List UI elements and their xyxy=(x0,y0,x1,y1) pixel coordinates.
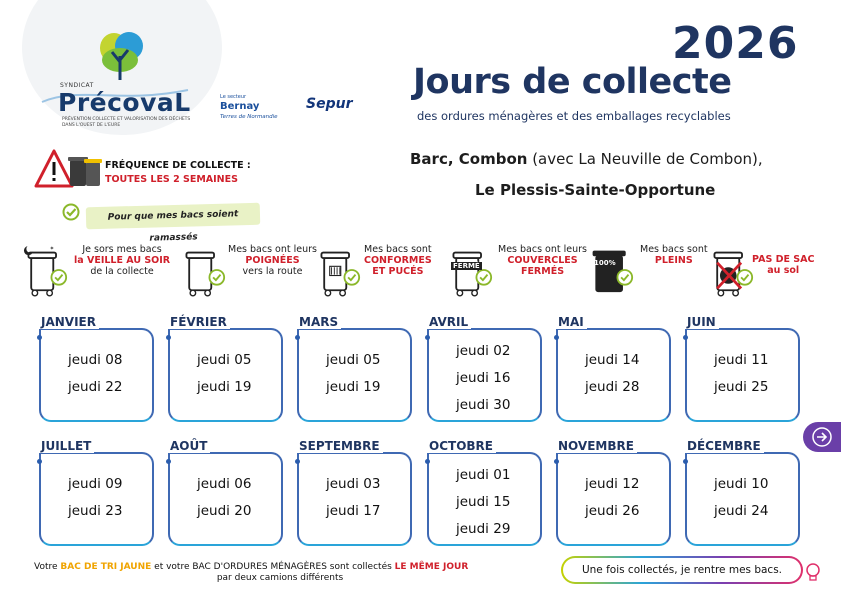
page-subtitle: des ordures ménagères et des emballages recyclables xyxy=(417,109,731,123)
frequency-value: TOUTES LES 2 SEMAINES xyxy=(105,174,238,185)
month-card-dot xyxy=(425,459,430,464)
tip-text xyxy=(364,244,432,277)
footer-text-a: Votre xyxy=(34,562,61,572)
footer-yellow-bin: BAC DE TRI JAUNE xyxy=(60,562,152,572)
closed-tag: FERMÉ xyxy=(453,262,480,270)
page-title: Jours de collecte xyxy=(413,62,732,102)
month-name: SEPTEMBRE xyxy=(296,439,383,453)
tip-text xyxy=(752,254,814,276)
month-card-dot xyxy=(683,459,688,464)
tip-line-1: Mes bacs ont leurs xyxy=(498,244,587,255)
tip-line-3: FERMÉS xyxy=(520,266,565,277)
collection-date: jeudi 14 xyxy=(585,352,640,368)
footer-line-2: par deux camions différents xyxy=(216,573,344,583)
tip-text xyxy=(228,244,317,277)
partner-bernay-name: Bernay xyxy=(220,101,260,112)
tip-text xyxy=(74,244,170,277)
month-name: OCTOBRE xyxy=(426,439,496,453)
collection-date: jeudi 22 xyxy=(68,379,123,395)
month-card-dot xyxy=(166,335,171,340)
collection-date: jeudi 29 xyxy=(456,521,511,537)
tip-text xyxy=(640,244,708,266)
tip-line-2: POIGNÉES xyxy=(245,255,300,266)
month-card xyxy=(297,328,412,422)
tip-line-2: CONFORMES xyxy=(364,255,432,266)
month-name: AVRIL xyxy=(426,315,471,329)
bin-full-icon xyxy=(588,242,634,298)
collection-date: jeudi 03 xyxy=(326,476,381,492)
month-card-dot xyxy=(683,335,688,340)
tree-logo-icon xyxy=(98,30,146,82)
month-card-dot xyxy=(37,459,42,464)
collection-date: jeudi 25 xyxy=(714,379,769,395)
footer-line-1 xyxy=(34,562,468,572)
partner-bernay-small: Le secteur xyxy=(220,94,247,100)
commune-line-2: Le Plessis-Sainte-Opportune xyxy=(475,181,716,199)
tip-line-1: Je sors mes bacs xyxy=(82,244,162,255)
month-card xyxy=(556,328,671,422)
month-name: JUILLET xyxy=(38,439,94,453)
month-card-dot xyxy=(166,459,171,464)
full-percent-tag: 100% xyxy=(594,259,616,267)
month-card-dot xyxy=(295,459,300,464)
month-card-dot xyxy=(554,459,559,464)
month-card-dot xyxy=(554,335,559,340)
tip-text xyxy=(498,244,587,277)
month-name: JANVIER xyxy=(38,315,99,329)
collection-date: jeudi 06 xyxy=(197,476,252,492)
no-bag-icon xyxy=(708,242,754,298)
collection-date: jeudi 19 xyxy=(197,379,252,395)
next-page-button[interactable] xyxy=(803,422,841,452)
collection-date: jeudi 12 xyxy=(585,476,640,492)
tip-line-1: Mes bacs sont xyxy=(640,244,708,255)
collection-date: jeudi 01 xyxy=(456,467,511,483)
month-card xyxy=(39,328,154,422)
banner-requirements: Pour que mes bacs soient ramassés xyxy=(86,203,261,230)
collection-date: jeudi 08 xyxy=(68,352,123,368)
tip-line-3: vers la route xyxy=(242,266,303,277)
syndicat-label: SYNDICAT xyxy=(60,82,94,89)
month-card xyxy=(685,452,800,546)
collection-date: jeudi 10 xyxy=(714,476,769,492)
month-card xyxy=(168,452,283,546)
collection-date: jeudi 30 xyxy=(456,397,511,413)
svg-text:✶: ✶ xyxy=(49,245,55,252)
tip-line-3: de la collecte xyxy=(90,266,154,277)
logo-subtitle: PRÉVENTION COLLECTE ET VALORISATION DES DÉCHETS DANS L'OUEST DE L'EURE xyxy=(62,117,191,128)
month-name: NOVEMBRE xyxy=(555,439,637,453)
month-name: AOÛT xyxy=(167,439,210,453)
collection-date: jeudi 20 xyxy=(197,503,252,519)
collection-date: jeudi 15 xyxy=(456,494,511,510)
collection-date: jeudi 26 xyxy=(585,503,640,519)
month-card xyxy=(556,452,671,546)
tip-line-2: COUVERCLES xyxy=(507,255,578,266)
tip-line-3: ET PUCÉS xyxy=(372,266,424,277)
collection-date: jeudi 17 xyxy=(326,503,381,519)
bin-closed-icon xyxy=(447,242,493,298)
partner-bernay-sub: Terres de Normandie xyxy=(220,114,278,120)
month-card-dot xyxy=(295,335,300,340)
tip-line-3: au sol xyxy=(767,265,800,276)
month-name: DÉCEMBRE xyxy=(684,439,764,453)
month-card xyxy=(297,452,412,546)
collection-date: jeudi 02 xyxy=(456,343,511,359)
tip-line-1: Mes bacs sont xyxy=(364,244,432,255)
year: 2026 xyxy=(672,18,799,69)
month-card xyxy=(39,452,154,546)
month-name: MAI xyxy=(555,315,587,329)
month-name: JUIN xyxy=(684,315,719,329)
arrow-right-icon xyxy=(812,427,832,447)
commune-line-1-rest: (avec La Neuville de Combon), xyxy=(527,150,763,168)
collection-date: jeudi 11 xyxy=(714,352,769,368)
month-name: FÉVRIER xyxy=(167,315,230,329)
bin-barcode-icon xyxy=(315,242,361,298)
collection-date: jeudi 19 xyxy=(326,379,381,395)
month-card xyxy=(168,328,283,422)
footer-text-b: et votre BAC D'ORDURES MÉNAGÈRES sont collectés xyxy=(151,562,395,572)
month-name: MARS xyxy=(296,315,341,329)
collection-date: jeudi 23 xyxy=(68,503,123,519)
collection-date: jeudi 05 xyxy=(197,352,252,368)
frequency-label: FRÉQUENCE DE COLLECTE : xyxy=(105,160,251,171)
commune-line-1 xyxy=(410,150,763,168)
collection-date: jeudi 16 xyxy=(456,370,511,386)
footer-same-day: LE MÊME JOUR xyxy=(394,562,469,572)
bin-night-icon xyxy=(22,242,68,298)
commune-line-1-bold: Barc, Combon xyxy=(410,150,528,168)
bin-handle-icon xyxy=(180,242,226,298)
logo-name: PrécovaL xyxy=(58,88,191,117)
collection-date: jeudi 05 xyxy=(326,352,381,368)
month-card xyxy=(685,328,800,422)
check-icon xyxy=(62,203,80,221)
tip-line-2: la VEILLE AU SOIR xyxy=(74,255,171,266)
lightbulb-icon xyxy=(804,562,822,584)
warning-bins-icon xyxy=(34,148,104,190)
collection-date: jeudi 09 xyxy=(68,476,123,492)
collection-date: jeudi 24 xyxy=(714,503,769,519)
partner-sepur-logo: Sepur xyxy=(306,96,353,112)
collection-date: jeudi 28 xyxy=(585,379,640,395)
partner-bernay-logo xyxy=(220,92,278,122)
tip-line-2: PLEINS xyxy=(654,255,693,266)
month-card-dot xyxy=(37,335,42,340)
tip-line-1: Mes bacs ont leurs xyxy=(228,244,317,255)
reminder-pill: Une fois collectés, je rentre mes bacs. xyxy=(561,556,803,584)
tip-line-2: PAS DE SAC xyxy=(752,254,815,265)
month-card-dot xyxy=(425,335,430,340)
